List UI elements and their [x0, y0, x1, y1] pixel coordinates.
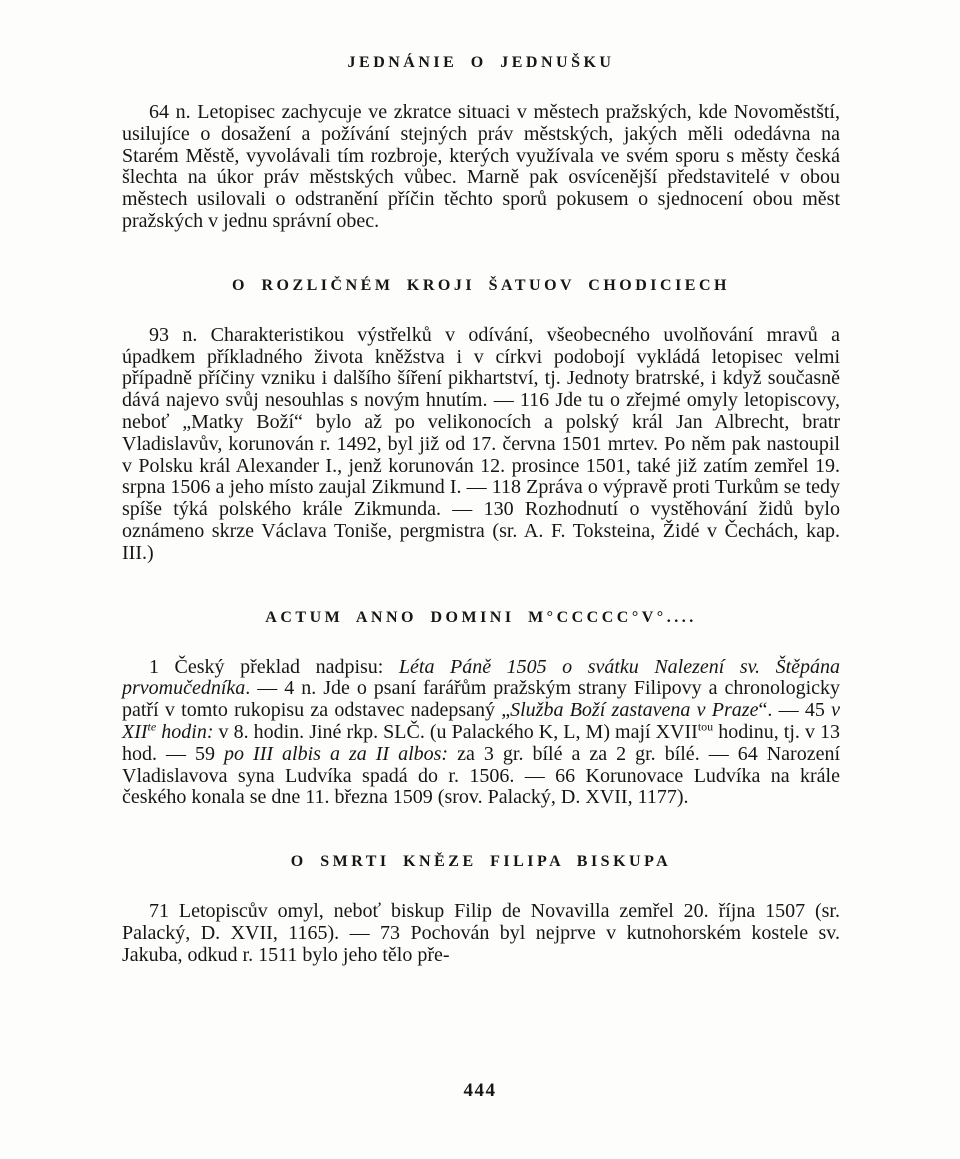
section [122, 609, 840, 810]
section [122, 853, 840, 966]
superscript-run: tou [697, 719, 714, 734]
section-heading: JEDNÁNIE O JEDNUŠKU [347, 54, 615, 71]
text-run: 64 n. Letopisec zachycuje ve zkratce situaci v městech pražských, kde Novoměstští, usilujíce o dosažení a požívání stejných práv městských, jakých měli odedávna na Starém Městě, vyvolávali tím rozbroje, kterých využívala ve svém sporu s městy česká šlechta na úkor práv městských vůbec. Marně pak osvícenější představitelé v obou městech usilovali o odstranění příčin těchto sporů pokusem o sjednocení obou měst pražských v jednu správní obec. [122, 101, 840, 232]
paragraph [122, 901, 840, 966]
italic-run: v XII [122, 699, 840, 743]
section [122, 54, 840, 233]
section-heading: O SMRTI KNĚZE FILIPA BISKUPA [290, 853, 672, 871]
page-content [122, 54, 840, 967]
text-run: 71 Letopiscův omyl, neboť biskup Filip de Novavilla zemřel 20. října 1507 (sr. Palacký, D. XVII, 1165). — 73 Pochován byl nejprve v kutnohorském kostele sv. Jakuba, odkud r. 1511 bylo jeho tělo pře- [122, 900, 840, 966]
section-heading: O ROZLIČNÉM KROJI ŠATUOV CHODICIECH [232, 276, 730, 294]
paragraph [122, 325, 840, 565]
text-run: za 3 gr. bílé a za 2 gr. bílé. — 64 Narození Vladislavova syna Ludvíka spadá do r. 1506. — 66 Korunovace Ludvíka na krále českého konala se dne 11. března 1509 (srov. Palacký, D. XVII, 1177). [122, 742, 841, 809]
superscript-run: te [147, 719, 157, 734]
paragraph [122, 102, 840, 233]
section [122, 277, 840, 565]
italic-run: hodin: [156, 720, 214, 743]
text-run: 1 Český překlad nadpisu: [149, 655, 399, 678]
text-run: 93 n. Charakteristikou výstřelků v odívání, všeobecného uvolňování mravů a úpadkem příkladného života kněžstva i v církvi podobojí vykládá letopisec velmi případně příčiny vzniku i dalšího šíření pikhartství, tj. Jednoty bratrské, i když současně dává najevo svůj nesouhlas s novým hnutím. — 116 Jde tu o zřejmé omyly letopiscovy, neboť „Matky Boží“ bylo až po velikonocích a polský král Jan Albrecht, bratr Vladislavův, korunován r. 1492, byl již od 17. června 1501 mrtev. Po něm pak nastoupil v Polsku král Alexander I., jenž korunován 12. prosince 1501, také již zatím zemřel 19. srpna 1506 a jeho místo zaujal Zikmund I. — 118 Zpráva o výpravě proti Turkům se tedy spíše týká polského krále Zikmunda. — 130 Rozhodnutí o vystěhování židů bylo oznámeno skrze Václava Toniše, pergmistra (sr. A. F. Toksteina, Židé v Čechách, kap. III.) [122, 323, 840, 564]
text-run: hodinu, tj. v 13 hod. — 59 [122, 720, 841, 765]
text-run: . — 4 n. Jde o psaní farářům pražským strany Filipovy a chronologicky patří v tomto rukopisu za odstavec nadepsaný „ [122, 677, 840, 722]
paragraph [122, 657, 840, 810]
italic-run: po III albis a za II albos: [224, 742, 449, 765]
italic-run: Služba Boží zastavena v Praze [510, 699, 759, 722]
page-number: 444 [463, 1080, 497, 1101]
section-heading: ACTUM ANNO DOMINI M°CCCCC°V°.... [265, 608, 697, 626]
text-run: “. — 45 [758, 699, 832, 722]
italic-run: Léta Páně 1505 o svátku Nalezení sv. Štěpána prvomučedníka [122, 655, 841, 700]
text-run: v 8. hodin. Jiné rkp. SLČ. (u Palackého K, L, M) mají XVII [213, 720, 698, 743]
